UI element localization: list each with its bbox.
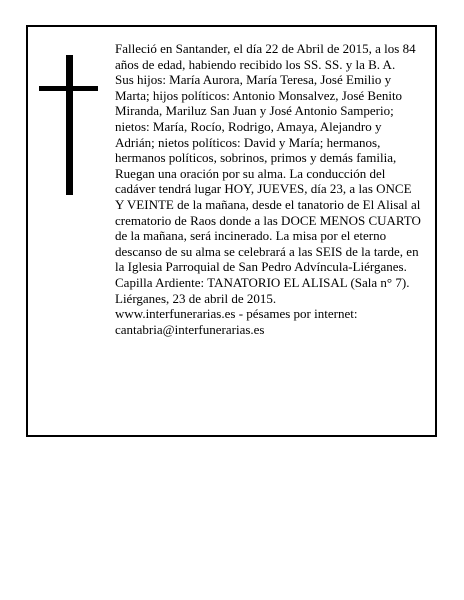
family-list: Sus hijos: María Aurora, María Teresa, José Emilio y Marta; hijos políticos: Antonio Monsalvez, José Benito Miranda, Mariluz San Juan y José Antonio Samperio; nietos: María, Rocío, Rodrigo, Amaya, Alejandro y Adrián; nietos políticos: David y María; hermanos, hermanos políticos, sobrinos, primos y demás familia,	[115, 72, 403, 166]
obituary-notice	[26, 25, 437, 437]
notice-text	[115, 41, 421, 337]
contact-info: www.interfunerarias.es - pésames por internet: cantabria@interfunerarias.es	[115, 306, 358, 337]
funeral-details: Ruegan una oración por su alma. La conducción del cadáver tendrá lugar HOY, JUEVES, día 23, a las ONCE Y VEINTE de la mañana, desde el tanatorio de El Alisal al crematorio de Raos donde a las DOCE MENOS CUARTO de la mañana, será incinerado. La misa por el eterno descanso de su alma se celebrará a las SEIS de la tarde, en la Iglesia Parroquial de San Pedro Advíncula-Liérganes. Capilla Ardiente: TANATORIO EL ALISAL (Sala n° 7).	[115, 165, 421, 290]
death-announcement: Falleció en Santander, el día 22 de Abril de 2015, a los 84 años de edad, habiendo recibido los SS. SS. y la B. A.	[115, 41, 416, 72]
cross-icon-horizontal-bar	[39, 86, 98, 91]
place-date: Liérganes, 23 de abril de 2015.	[115, 290, 277, 306]
cross-icon-vertical-bar	[66, 55, 73, 195]
